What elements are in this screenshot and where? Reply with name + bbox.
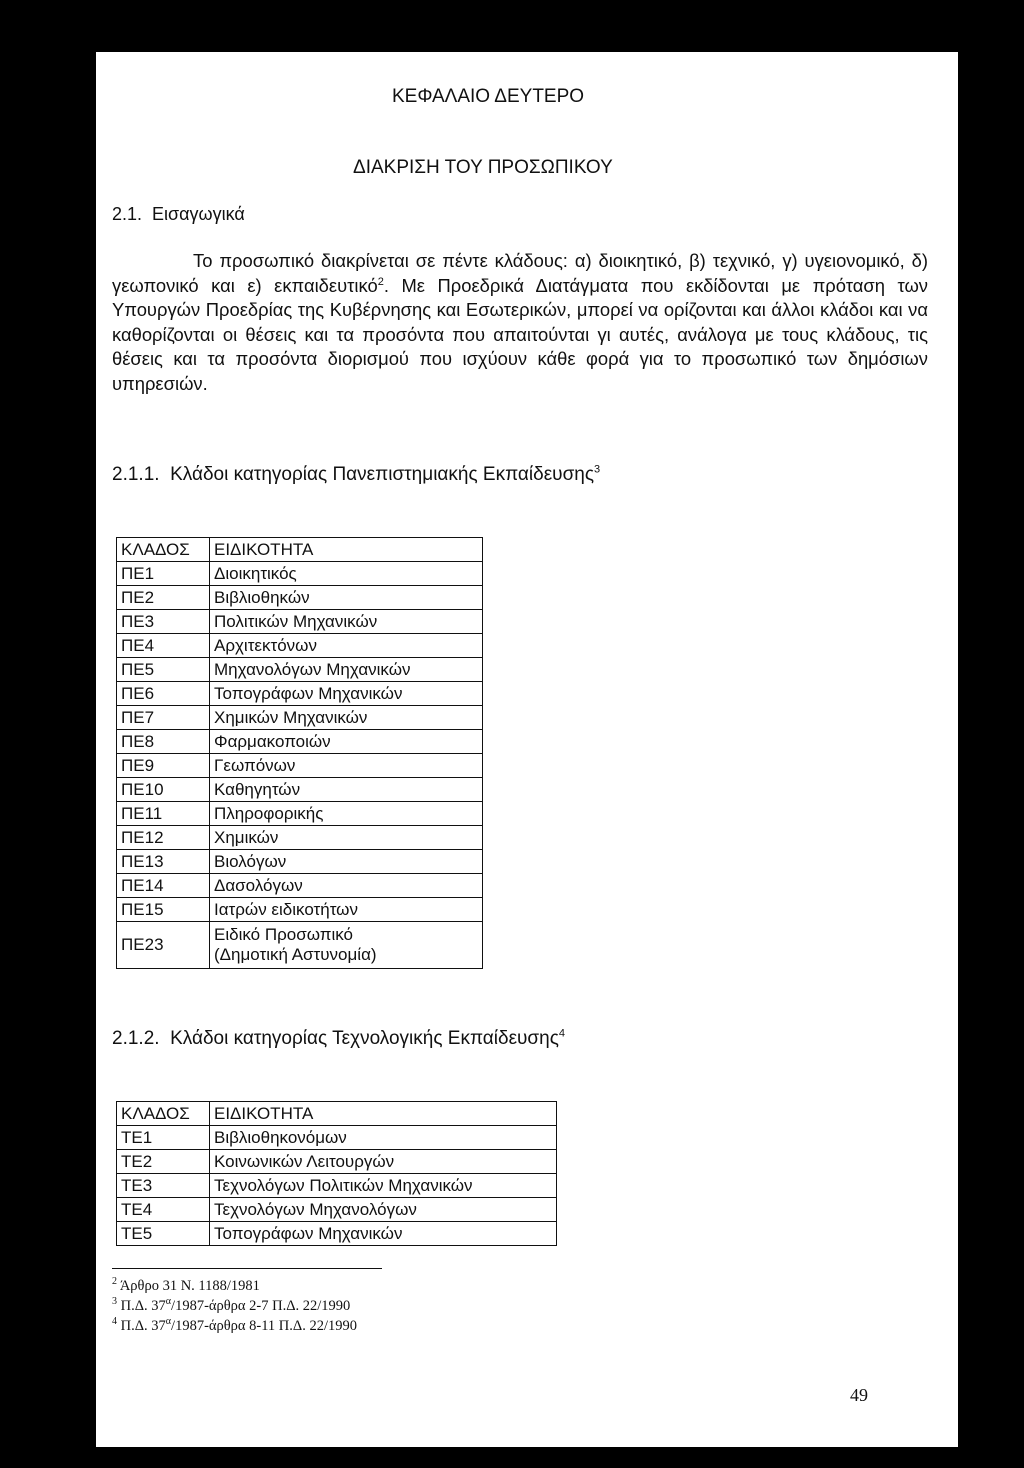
specialty-name: Αρχιτεκτόνων — [210, 634, 483, 658]
header-branch: ΚΛΑΔΟΣ — [117, 1102, 210, 1126]
section-heading: 2.1. Εισαγωγικά — [112, 204, 245, 224]
branch-code: ΠΕ10 — [117, 778, 210, 802]
footnote-text: Άρθρο 31 Ν. 1188/1981 — [117, 1278, 260, 1294]
footnote-text-rest: /1987-άρθρα 8-11 Π.Δ. 22/1990 — [171, 1318, 358, 1334]
footnote-mark: 3 — [112, 1296, 117, 1308]
footnote-2 — [112, 1278, 260, 1295]
specialty-name: Δασολόγων — [210, 874, 483, 898]
branch-code: ΤΕ4 — [117, 1198, 210, 1222]
table-row — [117, 1126, 557, 1150]
table-row — [117, 922, 483, 969]
branch-code: ΠΕ9 — [117, 754, 210, 778]
table-row — [117, 634, 483, 658]
specialty-name: Πολιτικών Μηχανικών — [210, 610, 483, 634]
branch-code: ΠΕ6 — [117, 682, 210, 706]
table-row — [117, 898, 483, 922]
intro-paragraph — [112, 249, 928, 396]
table-row — [117, 1222, 557, 1246]
specialty-name: Βιβλιοθηκονόμων — [210, 1126, 557, 1150]
header-specialty: ΕΙΔΙΚΟΤΗΤΑ — [210, 1102, 557, 1126]
table-row — [117, 1174, 557, 1198]
subsection-heading-university — [112, 464, 600, 486]
footnote-mark: 4 — [112, 1316, 117, 1328]
specialty-name: Γεωπόνων — [210, 754, 483, 778]
table-row — [117, 730, 483, 754]
specialty-name: Διοικητικός — [210, 562, 483, 586]
branch-code: ΠΕ5 — [117, 658, 210, 682]
footnote-text: Π.Δ. 37 — [117, 1298, 166, 1314]
specialty-name: Πληροφορικής — [210, 802, 483, 826]
table-row — [117, 682, 483, 706]
specialty-name: Τεχνολόγων Μηχανολόγων — [210, 1198, 557, 1222]
specialty-name: Ιατρών ειδικοτήτων — [210, 898, 483, 922]
footnote-superscript: α — [165, 1316, 172, 1328]
table-row — [117, 850, 483, 874]
branch-code: ΠΕ13 — [117, 850, 210, 874]
branch-code: ΠΕ23 — [117, 922, 210, 969]
subsection-heading-text: 2.1.2. Κλάδοι κατηγορίας Τεχνολογικής Εκπαίδευσης — [112, 1028, 559, 1049]
specialty-name: Βιολόγων — [210, 850, 483, 874]
table-row — [117, 1150, 557, 1174]
branch-code: ΠΕ14 — [117, 874, 210, 898]
footnote-ref-3: 3 — [594, 463, 601, 476]
specialty-name: Καθηγητών — [210, 778, 483, 802]
branch-code: ΠΕ15 — [117, 898, 210, 922]
technological-branches-table — [116, 1101, 557, 1246]
branch-code: ΤΕ3 — [117, 1174, 210, 1198]
table-row — [117, 826, 483, 850]
table-row — [117, 754, 483, 778]
specialty-name: Χημικών — [210, 826, 483, 850]
branch-code: ΠΕ12 — [117, 826, 210, 850]
branch-code: ΤΕ5 — [117, 1222, 210, 1246]
header-branch: ΚΛΑΔΟΣ — [117, 538, 210, 562]
table-row — [117, 874, 483, 898]
branch-code: ΠΕ4 — [117, 634, 210, 658]
specialty-name: Τεχνολόγων Πολιτικών Μηχανικών — [210, 1174, 557, 1198]
branch-code: ΠΕ2 — [117, 586, 210, 610]
footnote-ref-4: 4 — [558, 1027, 566, 1040]
branch-code: ΤΕ1 — [117, 1126, 210, 1150]
table-row — [117, 1198, 557, 1222]
branch-code: ΠΕ8 — [117, 730, 210, 754]
specialty-name: Κοινωνικών Λειτουργών — [210, 1150, 557, 1174]
branch-code: ΤΕ2 — [117, 1150, 210, 1174]
table-row — [117, 610, 483, 634]
specialty-name: Βιβλιοθηκών — [210, 586, 483, 610]
table-row — [117, 706, 483, 730]
footnote-text-rest: /1987-άρθρα 2-7 Π.Δ. 22/1990 — [171, 1298, 351, 1314]
table-row — [117, 562, 483, 586]
chapter-subtitle: ΔΙΑΚΡΙΣΗ ΤΟΥ ΠΡΟΣΩΠΙΚΟΥ — [353, 157, 613, 178]
specialty-name: Μηχανολόγων Μηχανικών — [210, 658, 483, 682]
footnote-divider — [112, 1268, 382, 1269]
branch-code: ΠΕ7 — [117, 706, 210, 730]
table-row — [117, 802, 483, 826]
specialty-name: Τοπογράφων Μηχανικών — [210, 682, 483, 706]
university-branches-table — [116, 537, 483, 969]
footnote-4 — [112, 1318, 357, 1335]
table-row — [117, 586, 483, 610]
specialty-name: Τοπογράφων Μηχανικών — [210, 1222, 557, 1246]
specialty-name: Φαρμακοποιών — [210, 730, 483, 754]
footnote-superscript: α — [165, 1296, 172, 1308]
specialty-name — [210, 922, 483, 969]
subsection-heading-technological — [112, 1028, 565, 1050]
table-header-row — [117, 538, 483, 562]
specialty-line: Ειδικό Προσωπικό — [214, 925, 354, 944]
table-row — [117, 778, 483, 802]
footnote-3 — [112, 1298, 350, 1315]
branch-code: ΠΕ3 — [117, 610, 210, 634]
footnote-mark: 2 — [112, 1276, 117, 1288]
chapter-title: ΚΕΦΑΛΑΙΟ ΔΕΥΤΕΡΟ — [392, 86, 585, 107]
header-specialty: ΕΙΔΙΚΟΤΗΤΑ — [210, 538, 483, 562]
intro-text-start: Το προσωπικό διακρίνεται σε πέντε κλάδους: α) διοικητικό, β) τεχνικό, γ) υγειονομικό, δ) γεωπονικό και ε) εκπαιδευτικό — [112, 250, 928, 296]
page-number: 49 — [850, 1385, 868, 1405]
footnote-ref-2: 2 — [377, 275, 384, 288]
specialty-line: (Δημοτική Αστυνομία) — [214, 945, 377, 964]
subsection-heading-text: 2.1.1. Κλάδοι κατηγορίας Πανεπιστημιακής Εκπαίδευσης — [112, 464, 595, 485]
specialty-name: Χημικών Μηχανικών — [210, 706, 483, 730]
table-header-row — [117, 1102, 557, 1126]
table-row — [117, 658, 483, 682]
document-page — [96, 52, 958, 1447]
branch-code: ΠΕ11 — [117, 802, 210, 826]
intro-text-end: . Με Προεδρικά Διατάγματα που εκδίδονται με πρόταση των Υπουργών Προεδρίας της Κυβέρνησης και Εσωτερικών, μπορεί να ορίζονται και άλλοι κλάδοι και να καθορίζονται οι θέσεις και τα προσόντα που απαιτούνται γι αυτές, ανάλογα με τους κλάδους, τις θέσεις και τα προσόντα διορισμού που ισχύουν κάθε φορά για το προσωπικό των δημόσιων υπηρεσιών. — [112, 274, 928, 394]
branch-code: ΠΕ1 — [117, 562, 210, 586]
footnote-text: Π.Δ. 37 — [117, 1318, 166, 1334]
